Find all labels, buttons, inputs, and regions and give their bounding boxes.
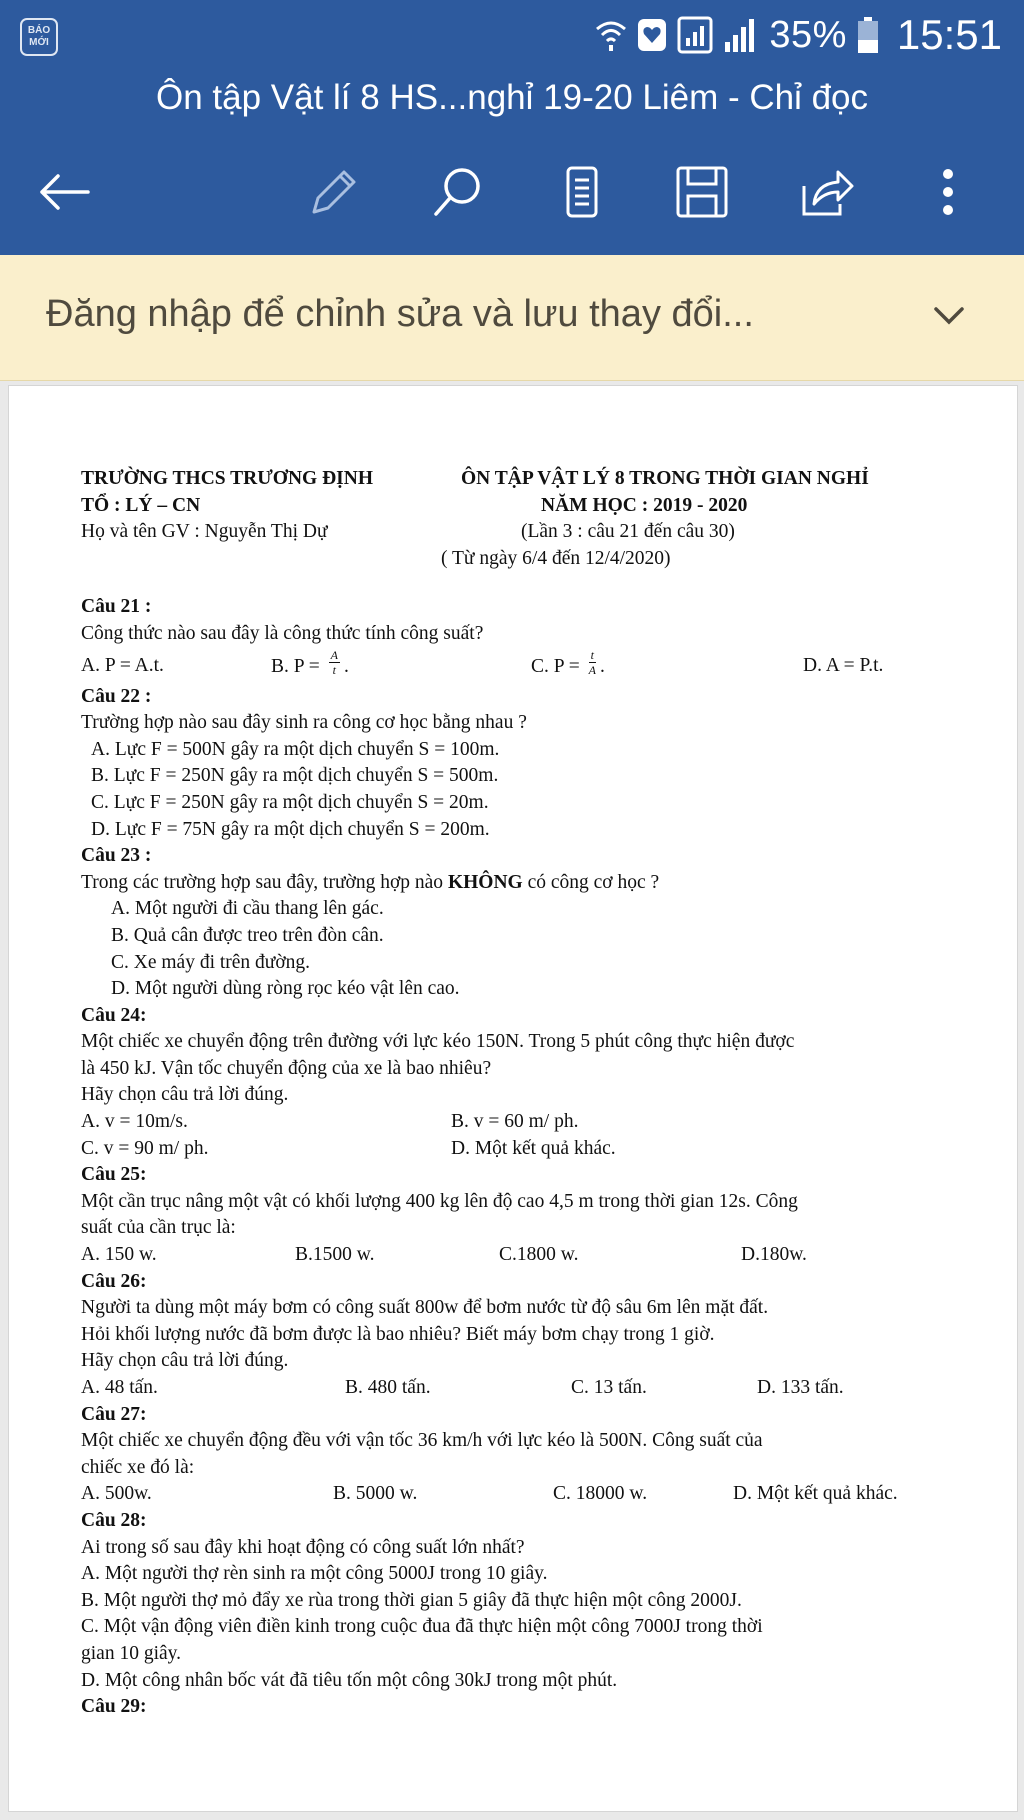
save-icon[interactable] [672,162,732,222]
q28-label: Câu 28: [81,1509,147,1531]
q26-text-1: Người ta dùng một máy bơm có công suất 800w để bơm nước từ độ sâu 6m lên mặt đất. [81,1297,769,1319]
q21-b-den: t [332,662,336,677]
q26-options [81,1375,971,1402]
round-info: (Lần 3 : câu 21 đến câu 30) [521,521,735,543]
q22-label: Câu 22 : [81,685,152,707]
q28-text: Ai trong số sau đây khi hoạt động có công suất lớn nhất? [81,1536,525,1558]
q21-label: Câu 21 : [81,596,152,618]
toolbar [0,150,1024,235]
q27-option-a: A. 500w. [81,1483,152,1505]
document-title: Ôn tập Vật lí 8 HS...nghỉ 19-20 Liêm - Chỉ đọc [155,78,869,117]
back-arrow-icon[interactable] [34,162,94,222]
q28-option-a: A. Một người thợ rèn sinh ra một công 5000J trong 10 giây. [81,1563,548,1585]
q28-option-b: B. Một người thợ mỏ đẩy xe rùa trong thời gian 5 giây đã thực hiện một công 2000J. [81,1589,742,1611]
q24-options-row-1 [81,1109,971,1136]
q26-option-a: A. 48 tấn. [81,1377,158,1398]
q26-option-d: D. 133 tấn. [757,1377,844,1398]
q21-b-prefix: B. P = [271,655,320,677]
q21-option-d: D. A = P.t. [803,654,884,676]
q27-option-b: B. 5000 w. [333,1483,418,1505]
q24-option-d: D. Một kết quả khác. [451,1137,616,1159]
q22-option-d: D. Lực F = 75N gây ra một dịch chuyển S = 200m. [91,818,490,840]
q28-option-d: D. Một công nhân bốc vát đã tiêu tốn một công 30kJ trong một phút. [81,1669,618,1691]
q27-text-1: Một chiếc xe chuyển động đều với vận tốc 36 km/h với lực kéo là 500N. Công suất của [81,1430,763,1452]
q24-options-row-2 [81,1136,971,1163]
q27-option-c: C. 18000 w. [553,1483,648,1505]
status-bar [0,0,1024,70]
wifi-icon [595,17,627,53]
battery-icon [857,16,879,54]
q24-option-c: C. v = 90 m/ ph. [81,1137,209,1159]
q24-option-b: B. v = 60 m/ ph. [451,1111,579,1133]
q25-option-a: A. 150 w. [81,1244,157,1266]
q25-option-b: B.1500 w. [295,1244,375,1266]
q28-option-c-1: C. Một vận động viên điền kinh trong cuộc đua đã thực hiện một công 7000J trong thời [81,1616,763,1638]
status-clock: 15:51 [896,11,1002,58]
q22-option-a: A. Lực F = 500N gây ra một dịch chuyển S = 100m. [91,738,500,760]
pencil-icon[interactable] [304,162,364,222]
q21-c-prefix: C. P = [531,655,580,677]
teacher-name: Họ và tên GV : Nguyễn Thị Dự [81,521,328,543]
q21-options [81,648,971,684]
q26-option-c: C. 13 tấn. [571,1377,647,1398]
q26-text-2: Hỏi khối lượng nước đã bơm được là bao nhiêu? Biết máy bơm chạy trong 1 giờ. [81,1323,715,1345]
q24-text-2: là 450 kJ. Vận tốc chuyển động của xe là bao nhiêu? [81,1057,492,1079]
q21-c-fraction [589,648,596,677]
q22-text: Trường hợp nào sau đây sinh ra công cơ học bằng nhau ? [81,712,527,734]
q21-option-a: A. P = A.t. [81,654,164,676]
q21-option-c: C. P = $\frac{t}{A}$ . [531,647,605,677]
q27-options [81,1481,971,1508]
header-line-1 [81,466,971,493]
app-header [0,0,1024,255]
q27-text-2: chiếc xe đó là: [81,1456,195,1478]
q26-text-3: Hãy chọn câu trả lời đúng. [81,1350,289,1372]
q21-text: Công thức nào sau đây là công thức tính công suất? [81,622,484,644]
q27-option-d: D. Một kết quả khác. [733,1483,898,1505]
q21-b-fraction [329,648,340,677]
q25-text-2: suất của cần trục là: [81,1217,236,1239]
school-year: NĂM HỌC : 2019 - 2020 [541,494,748,516]
header-line-3 [81,519,971,546]
q22-option-c: C. Lực F = 250N gây ra một dịch chuyển S = 20m. [91,791,489,813]
doc-main-title: ÔN TẬP VẬT LÝ 8 TRONG THỜI GIAN NGHỈ [461,468,869,489]
header-line-2 [81,493,971,520]
status-icons [595,10,1002,60]
more-vert-icon[interactable] [918,162,978,222]
signal-box-icon [677,16,713,54]
q24-option-a: A. v = 10m/s. [81,1111,188,1133]
department: TỔ : LÝ – CN [81,494,201,516]
sign-in-banner[interactable] [0,255,1024,381]
q26-label: Câu 26: [81,1270,147,1292]
q29-label: Câu 29: [81,1696,147,1718]
q22-option-b: B. Lực F = 250N gây ra một dịch chuyển S = 500m. [91,765,499,787]
q24-text-1: Một chiếc xe chuyển động trên đường với lực kéo 150N. Trong 5 phút công thực hiện được [81,1031,795,1053]
q25-text-1: Một cần trục nâng một vật có khối lượng 400 kg lên độ cao 4,5 m trong thời gian 12s. Công [81,1190,798,1212]
q28-option-c-2: gian 10 giây. [81,1642,182,1664]
q21-c-den: A [588,662,596,677]
document-content [81,466,971,1721]
q24-text-3: Hãy chọn câu trả lời đúng. [81,1084,289,1106]
q24-label: Câu 24: [81,1004,147,1026]
q26-option-b: B. 480 tấn. [345,1377,431,1398]
q25-option-d: D.180w. [741,1244,807,1266]
q21-c-num: t [590,647,594,662]
q21-b-num: A [330,647,338,662]
battery-percent: 35% [769,13,847,56]
q25-label: Câu 25: [81,1164,147,1186]
header-line-4 [81,546,971,573]
search-icon[interactable] [428,162,488,222]
chevron-down-icon[interactable] [932,295,966,340]
q27-label: Câu 27: [81,1403,147,1425]
q23-option-a: A. Một người đi cầu thang lên gác. [111,898,384,920]
q23-text: Trong các trường hợp sau đây, trường hợp nào KHÔNG có công cơ học ? [81,871,660,893]
q25-option-c: C.1800 w. [499,1244,579,1266]
cellular-signal-icon [723,16,759,54]
date-range: ( Từ ngày 6/4 đến 12/4/2020) [441,547,671,569]
q23-label: Câu 23 : [81,845,152,867]
school-name: TRƯỜNG THCS TRƯƠNG ĐỊNH [81,468,373,489]
share-icon[interactable] [796,162,856,222]
reading-view-icon[interactable] [552,162,612,222]
document-page [8,385,1018,1812]
q25-options [81,1242,971,1269]
app-notification-logo: BÁO MỚI [20,18,58,56]
q23-option-b: B. Quả cân được treo trên đòn cân. [111,924,384,946]
q23-option-d: D. Một người dùng ròng rọc kéo vật lên cao. [111,978,460,1000]
q23-option-c: C. Xe máy đi trên đường. [111,951,311,973]
heart-box-icon [637,18,667,52]
q21-option-b: B. P = $\frac{A}{t}$ . [271,647,349,677]
banner-text: Đăng nhập để chỉnh sửa và lưu thay đổi... [46,293,754,335]
